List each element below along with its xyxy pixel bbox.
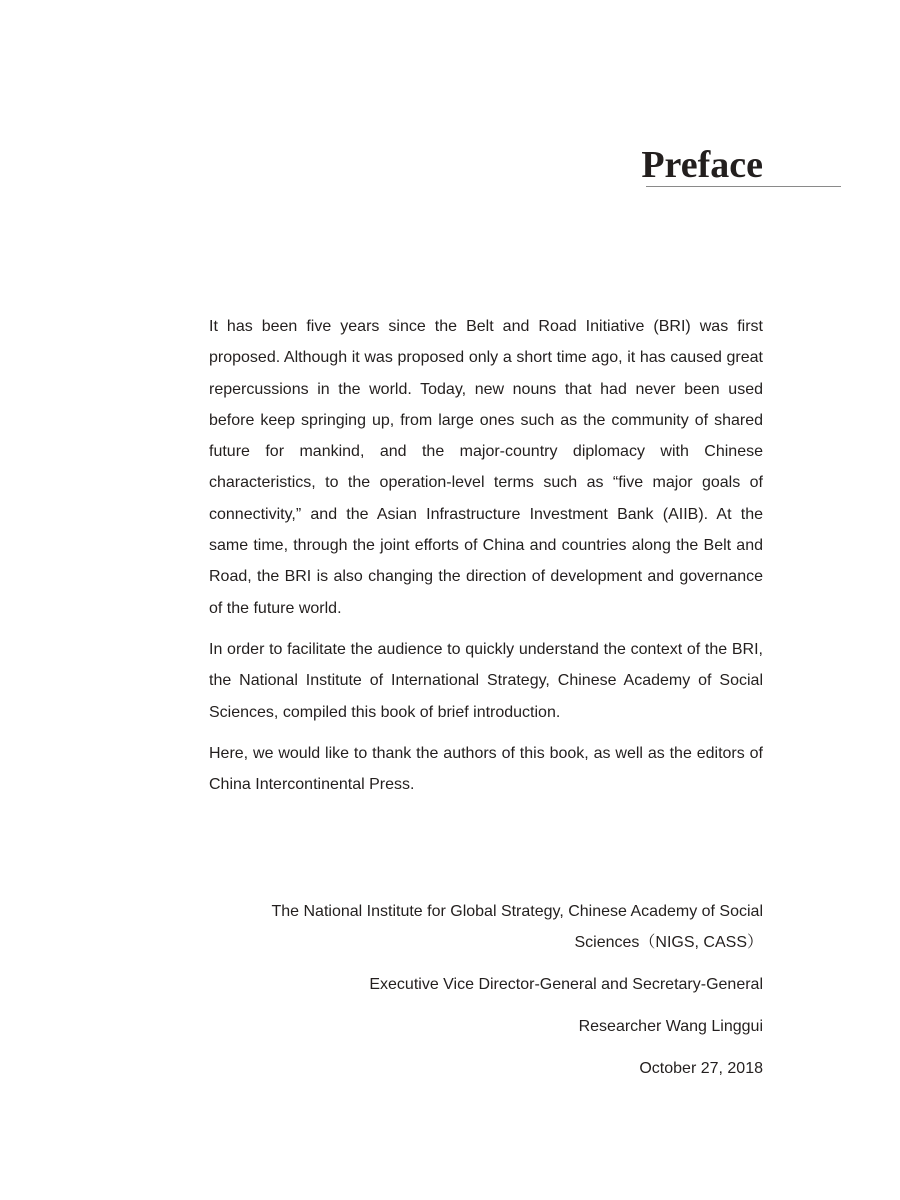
signature-block xyxy=(209,896,763,1084)
paragraph-1: It has been five years since the Belt and Road Initiative (BRI) was first proposed. Although it was proposed only a short time ago, it has caused great repercussions in the world. Today, new nouns that had never been used before keep springing up, from large ones such as the community of shared future for mankind, and the major-country diplomacy with Chinese characteristics, to the operation-level terms such as “five major goals of connectivity,” and the Asian Infrastructure Investment Bank (AIIB). At the same time, through the joint efforts of China and countries along the Belt and Road, the BRI is also changing the direction of development and governance of the future world. xyxy=(209,318,763,617)
page-title: Preface xyxy=(641,144,763,186)
signature-role: Executive Vice Director-General and Secretary-General xyxy=(369,976,763,993)
signature-name: Researcher Wang Linggui xyxy=(578,1018,763,1035)
preface-body xyxy=(209,311,763,810)
signature-institution: The National Institute for Global Strategy, Chinese Academy of Social Sciences（NIGS, CASS） xyxy=(271,903,763,951)
title-underline xyxy=(646,186,841,187)
paragraph-2: In order to facilitate the audience to quickly understand the context of the BRI, the National Institute of International Strategy, Chinese Academy of Social Sciences, compiled this book of brief introduction. xyxy=(209,640,763,721)
signature-date: October 27, 2018 xyxy=(639,1060,763,1077)
paragraph-3: Here, we would like to thank the authors of this book, as well as the editors of China Intercontinental Press. xyxy=(209,744,763,794)
